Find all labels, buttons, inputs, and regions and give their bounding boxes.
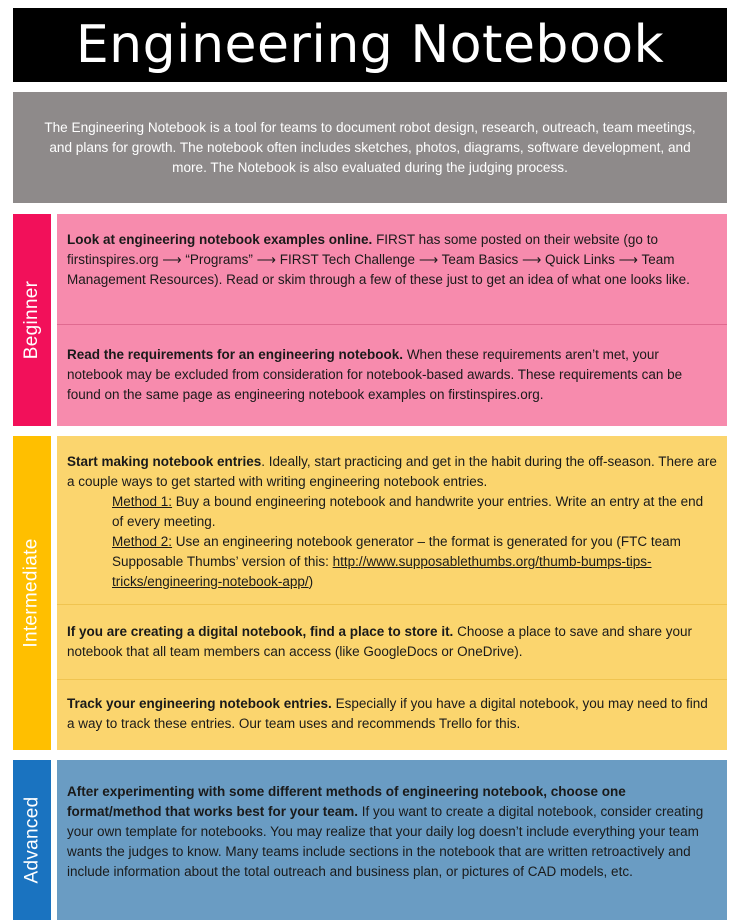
intermediate-item-3-text: Especially if you have a digital notebook, you may need to find a way to track these entries. Our team uses and recommends Trello for this.: [67, 696, 708, 731]
page-title: Engineering Notebook: [13, 8, 727, 82]
beginner-panel: [57, 214, 727, 426]
method-2-end: ): [308, 574, 314, 589]
intermediate-divider-2: [57, 679, 727, 680]
beginner-item-2: [57, 345, 727, 405]
intermediate-item-2-heading: If you are creating a digital notebook, find a place to store it.: [67, 624, 454, 639]
intro-box: [13, 92, 727, 203]
advanced-side-label: [13, 760, 51, 920]
advanced-item-1-text: If you want to create a digital notebook, consider creating your own template for notebooks. You may realize that your daily log doesn’t include everything your team wants the judges to know. Many teams include sections in the notebook that are written retroactively and include information about the total outreach and business plan, or pictures of CAD models, etc.: [67, 804, 704, 879]
intermediate-label: Intermediate: [21, 538, 42, 648]
intermediate-item-3: [57, 694, 727, 734]
method-2-label: Method 2:: [112, 534, 173, 549]
method-1-label: Method 1:: [112, 494, 173, 509]
beginner-item-2-text: When these requirements aren’t met, your notebook may be excluded from consideration for notebook-based awards. These requirements can be found on the same page as engineering notebook examples on firstinspires.org.: [67, 347, 683, 402]
intermediate-item-3-heading: Track your engineering notebook entries.: [67, 696, 332, 711]
beginner-side-label: [13, 214, 51, 426]
intermediate-panel: [57, 436, 727, 750]
intermediate-item-1-text: . Ideally, start practicing and get in the habit during the off-season. There are a couple ways to get started with writing engineering notebook entries.: [67, 454, 717, 489]
beginner-label: Beginner: [21, 280, 42, 360]
beginner-item-1-heading: Look at engineering notebook examples online.: [67, 232, 373, 247]
intermediate-item-2-text: Choose a place to save and share your notebook that all team members can access (like GoogleDocs or OneDrive).: [67, 624, 692, 659]
intermediate-item-1-heading: Start making notebook entries: [67, 454, 262, 469]
intermediate-side-label: [13, 436, 51, 750]
method-2: [67, 532, 717, 592]
advanced-panel: [57, 760, 727, 920]
beginner-item-2-heading: Read the requirements for an engineering notebook.: [67, 347, 404, 362]
beginner-item-1: [57, 230, 727, 290]
method-1: [67, 492, 717, 532]
advanced-label: Advanced: [21, 796, 43, 884]
advanced-item-1: [57, 782, 727, 882]
beginner-item-1-text: FIRST has some posted on their website (go to firstinspires.org ⟶ “Programs” ⟶ FIRST Tech Challenge ⟶ Team Basics ⟶ Quick Links ⟶ Team Management Resources). Read or skim through a few of these just to get an idea of what one looks like.: [67, 232, 690, 287]
intro-text: The Engineering Notebook is a tool for teams to document robot design, research, outreach, team meetings, and plans for growth. The notebook often includes sketches, photos, diagrams, software development, and more. The Notebook is also evaluated during the judging process.: [44, 119, 696, 175]
intermediate-item-2: [57, 622, 727, 662]
beginner-divider: [57, 324, 727, 325]
notebook-app-link[interactable]: http://www.supposablethumbs.org/thumb-bumps-tips-tricks/engineering-notebook-app/: [112, 554, 652, 589]
intermediate-divider-1: [57, 604, 727, 605]
advanced-item-1-heading: After experimenting with some different methods of engineering notebook, choose one format/method that works best for your team.: [67, 784, 626, 819]
method-2-text: Use an engineering notebook generator – the format is generated for you (FTC team Supposable Thumbs’ version of this:: [112, 534, 681, 569]
intermediate-item-1: [57, 452, 727, 592]
method-1-text: Buy a bound engineering notebook and handwrite your entries. Write an entry at the end of every meeting.: [112, 494, 704, 529]
